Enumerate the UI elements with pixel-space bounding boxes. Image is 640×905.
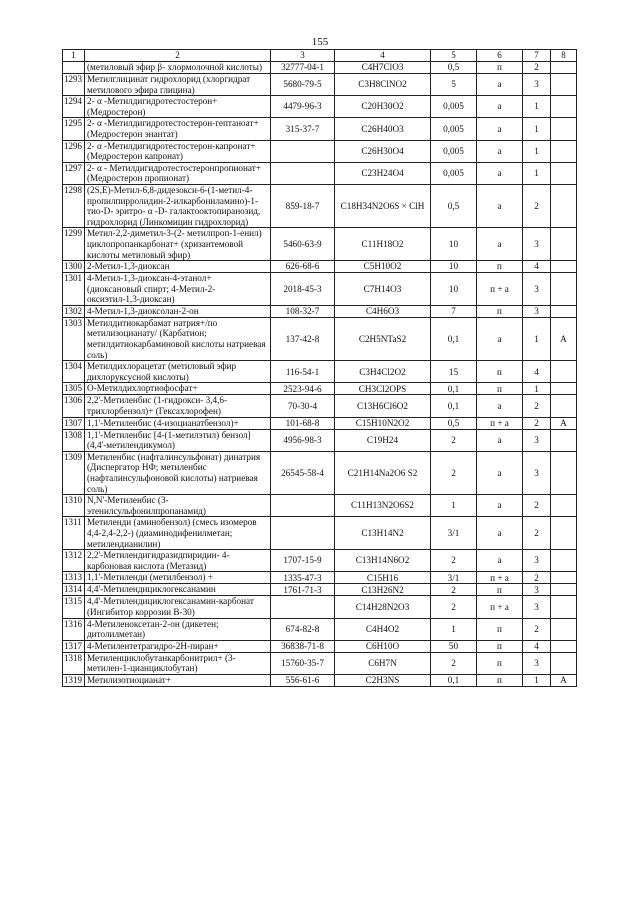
- note-mark: [551, 228, 577, 261]
- cas-number: 15760-35-7: [271, 652, 335, 674]
- row-number: 1319: [63, 674, 85, 686]
- hazard-class: 2: [523, 62, 551, 74]
- chemical-formula: C14H28N2O3: [335, 596, 431, 618]
- table-row: [63, 572, 577, 584]
- note-mark: [551, 429, 577, 451]
- aggregate-state: а: [477, 429, 523, 451]
- cas-number: 4479-96-3: [271, 96, 335, 118]
- note-mark: [551, 118, 577, 140]
- aggregate-state: п: [477, 640, 523, 652]
- note-mark: [551, 584, 577, 596]
- table-row: [63, 584, 577, 596]
- row-number: 1304: [63, 361, 85, 383]
- aggregate-state: п: [477, 261, 523, 273]
- table-row: [63, 395, 577, 417]
- chemical-formula: C3H4Cl2O2: [335, 361, 431, 383]
- cas-number: 101-68-8: [271, 417, 335, 429]
- note-mark: А: [551, 674, 577, 686]
- aggregate-state: а: [477, 184, 523, 227]
- hazard-class: 2: [523, 395, 551, 417]
- hazard-class: 3: [523, 228, 551, 261]
- aggregate-state: а: [477, 96, 523, 118]
- cas-number: 116-54-1: [271, 361, 335, 383]
- substance-name: 4,4'-Метилендициклогексанамин: [85, 584, 271, 596]
- row-number: 1296: [63, 140, 85, 162]
- hazard-class: 2: [523, 184, 551, 227]
- table-row: [63, 261, 577, 273]
- substance-name: Метилизотиоцианат+: [85, 674, 271, 686]
- substance-name: 1,1'-Метиленди (метилбензол) +: [85, 572, 271, 584]
- limit-value: 10: [431, 273, 477, 306]
- chemical-formula: C13H14N6O2: [335, 550, 431, 572]
- row-number: 1308: [63, 429, 85, 451]
- row-number: 1301: [63, 273, 85, 306]
- table-row: [63, 96, 577, 118]
- table-row: [63, 517, 577, 550]
- limit-value: 3/1: [431, 517, 477, 550]
- row-number: 1317: [63, 640, 85, 652]
- limit-value: 0,5: [431, 62, 477, 74]
- table-row: [63, 495, 577, 517]
- aggregate-state: п: [477, 305, 523, 317]
- substance-name: 2-Метил-1,3-диоксан: [85, 261, 271, 273]
- cas-number: 2018-45-3: [271, 273, 335, 306]
- note-mark: [551, 305, 577, 317]
- hazard-class: 1: [523, 383, 551, 395]
- chemical-formula: CH3Cl2OPS: [335, 383, 431, 395]
- column-header: 3: [271, 50, 335, 62]
- row-number: 1293: [63, 74, 85, 96]
- cas-number: 36838-71-8: [271, 640, 335, 652]
- table-row: [63, 383, 577, 395]
- substance-name: 4-Метил-1,3-диоксолан-2-он: [85, 305, 271, 317]
- aggregate-state: а: [477, 451, 523, 494]
- substance-name: 4-Метилентетрагидро-2Н-пиран+: [85, 640, 271, 652]
- chemical-formula: C21H14Na2O6 S2: [335, 451, 431, 494]
- column-header: 6: [477, 50, 523, 62]
- note-mark: [551, 96, 577, 118]
- limit-value: 0,5: [431, 184, 477, 227]
- substance-name: 2,2'-Метиленбис (1-гидрокси- 3,4,6-трихлорбензол)+ (Гексахлорофен): [85, 395, 271, 417]
- row-number: 1312: [63, 550, 85, 572]
- hazard-class: 3: [523, 74, 551, 96]
- hazard-class: 3: [523, 273, 551, 306]
- table-row: [63, 273, 577, 306]
- aggregate-state: а: [477, 317, 523, 360]
- limit-value: 2: [431, 550, 477, 572]
- aggregate-state: а: [477, 228, 523, 261]
- limit-value: 5: [431, 74, 477, 96]
- cas-number: 137-42-8: [271, 317, 335, 360]
- column-header: 7: [523, 50, 551, 62]
- table-row: [63, 228, 577, 261]
- note-mark: А: [551, 317, 577, 360]
- cas-number: 315-37-7: [271, 118, 335, 140]
- substance-name: N,N'-Метиленбис (3-этенилсульфонилпропанамид): [85, 495, 271, 517]
- note-mark: [551, 596, 577, 618]
- row-number: 1310: [63, 495, 85, 517]
- aggregate-state: п: [477, 652, 523, 674]
- table-row: [63, 451, 577, 494]
- cas-number: 5680-79-5: [271, 74, 335, 96]
- cas-number: 859-18-7: [271, 184, 335, 227]
- aggregate-state: а: [477, 550, 523, 572]
- limit-value: 0,1: [431, 674, 477, 686]
- cas-number: 2523-94-6: [271, 383, 335, 395]
- substance-name: (метиловый эфир β- хлормолочной кислоты): [85, 62, 271, 74]
- chemical-formula: C13H26N2: [335, 584, 431, 596]
- table-row: [63, 417, 577, 429]
- table-row: [63, 140, 577, 162]
- substance-name: Метилглицинат гидрохлорид (хлоргидрат метилового эфира глицина): [85, 74, 271, 96]
- chemical-formula: C20H30O2: [335, 96, 431, 118]
- aggregate-state: п + а: [477, 273, 523, 306]
- chemical-formula: C26H30O4: [335, 140, 431, 162]
- table-row: [63, 305, 577, 317]
- aggregate-state: п: [477, 361, 523, 383]
- aggregate-state: а: [477, 74, 523, 96]
- table-row: [63, 162, 577, 184]
- cas-number: 1707-15-9: [271, 550, 335, 572]
- substance-name: Метил-2,2-диметил-3-(2- метилпроп-1-енил) циклопропанкарбонат+ (хризантемовой кислоты метиловый эфир): [85, 228, 271, 261]
- substances-table: [62, 49, 577, 687]
- table-row: [63, 184, 577, 227]
- substance-name: 2- α -Метилдигидротестостерон+ (Медростерон): [85, 96, 271, 118]
- chemical-formula: C2H3NS: [335, 674, 431, 686]
- cas-number: 32777-04-1: [271, 62, 335, 74]
- limit-value: 0,1: [431, 383, 477, 395]
- row-number: 1315: [63, 596, 85, 618]
- aggregate-state: п + а: [477, 417, 523, 429]
- table-row: [63, 550, 577, 572]
- note-mark: [551, 383, 577, 395]
- aggregate-state: п: [477, 383, 523, 395]
- chemical-formula: C23H24O4: [335, 162, 431, 184]
- column-header: 4: [335, 50, 431, 62]
- aggregate-state: а: [477, 517, 523, 550]
- aggregate-state: п: [477, 62, 523, 74]
- limit-value: 3/1: [431, 572, 477, 584]
- hazard-class: 3: [523, 451, 551, 494]
- limit-value: 2: [431, 596, 477, 618]
- row-number: 1297: [63, 162, 85, 184]
- chemical-formula: C7H14O3: [335, 273, 431, 306]
- aggregate-state: а: [477, 118, 523, 140]
- substance-name: Метиленциклобутанкарбонитрил+ (3-метилен-1-цианциклобутан): [85, 652, 271, 674]
- note-mark: [551, 572, 577, 584]
- note-mark: [551, 273, 577, 306]
- note-mark: А: [551, 417, 577, 429]
- chemical-formula: C3H8ClNO2: [335, 74, 431, 96]
- hazard-class: 3: [523, 652, 551, 674]
- chemical-formula: C19H24: [335, 429, 431, 451]
- page-number: 155: [311, 36, 329, 48]
- chemical-formula: C5H10O2: [335, 261, 431, 273]
- hazard-class: 1: [523, 674, 551, 686]
- hazard-class: 2: [523, 495, 551, 517]
- hazard-class: 1: [523, 317, 551, 360]
- chemical-formula: C13H14N2: [335, 517, 431, 550]
- hazard-class: 2: [523, 517, 551, 550]
- note-mark: [551, 261, 577, 273]
- column-header: 5: [431, 50, 477, 62]
- column-header: 8: [551, 50, 577, 62]
- chemical-formula: C15H10N2O2: [335, 417, 431, 429]
- hazard-class: 3: [523, 584, 551, 596]
- hazard-class: 2: [523, 417, 551, 429]
- chemical-formula: C13H6Cl6O2: [335, 395, 431, 417]
- aggregate-state: п + а: [477, 572, 523, 584]
- chemical-formula: C6H7N: [335, 652, 431, 674]
- chemical-formula: C4H7ClO3: [335, 62, 431, 74]
- row-number: 1311: [63, 517, 85, 550]
- note-mark: [551, 618, 577, 640]
- table-row: [63, 674, 577, 686]
- note-mark: [551, 652, 577, 674]
- aggregate-state: п: [477, 584, 523, 596]
- cas-number: 556-61-6: [271, 674, 335, 686]
- limit-value: 2: [431, 652, 477, 674]
- row-number: [63, 62, 85, 74]
- limit-value: 2: [431, 429, 477, 451]
- row-number: 1300: [63, 261, 85, 273]
- table-row: [63, 652, 577, 674]
- note-mark: [551, 451, 577, 494]
- aggregate-state: а: [477, 495, 523, 517]
- aggregate-state: п + а: [477, 596, 523, 618]
- substance-name: Метилдитиокарбамат натрия+/по метилизоцианату/ (Карбатион; метилдитиокарбаминовой кислоты натриевая соль): [85, 317, 271, 360]
- row-number: 1318: [63, 652, 85, 674]
- limit-value: 0,005: [431, 162, 477, 184]
- table-row: [63, 429, 577, 451]
- table-row: [63, 74, 577, 96]
- cas-number: [271, 162, 335, 184]
- hazard-class: 1: [523, 96, 551, 118]
- hazard-class: 3: [523, 429, 551, 451]
- table-row: [63, 596, 577, 618]
- note-mark: [551, 74, 577, 96]
- limit-value: 50: [431, 640, 477, 652]
- hazard-class: 3: [523, 596, 551, 618]
- cas-number: 70-30-4: [271, 395, 335, 417]
- hazard-class: 2: [523, 618, 551, 640]
- note-mark: [551, 550, 577, 572]
- cas-number: [271, 140, 335, 162]
- limit-value: 10: [431, 228, 477, 261]
- row-number: 1295: [63, 118, 85, 140]
- aggregate-state: а: [477, 162, 523, 184]
- note-mark: [551, 517, 577, 550]
- hazard-class: 4: [523, 640, 551, 652]
- hazard-class: 2: [523, 572, 551, 584]
- chemical-formula: C11H13N2O6S2: [335, 495, 431, 517]
- cas-number: 1335-47-3: [271, 572, 335, 584]
- limit-value: 15: [431, 361, 477, 383]
- hazard-class: 3: [523, 305, 551, 317]
- substance-name: 2,2'-Метилендигидразидпиридин- 4-карбоновая кислота (Метазид): [85, 550, 271, 572]
- hazard-class: 1: [523, 118, 551, 140]
- note-mark: [551, 140, 577, 162]
- substance-name: 2- α - Метилдигидротестостеронпропионат+ (Медростерон пропионат): [85, 162, 271, 184]
- note-mark: [551, 162, 577, 184]
- chemical-formula: C26H40O3: [335, 118, 431, 140]
- row-number: 1306: [63, 395, 85, 417]
- table-row: [63, 317, 577, 360]
- aggregate-state: а: [477, 395, 523, 417]
- substance-name: 4-Метил-1,3-диоксан-4-этанол+ (диоксановый спирт; 4-Метил-2-оксиэтил-1,3-диоксан): [85, 273, 271, 306]
- hazard-class: 3: [523, 550, 551, 572]
- limit-value: 7: [431, 305, 477, 317]
- substance-name: Метиленди (аминобензол) (смесь изомеров 4,4-2,4-2,2-) (диаминодифенилметан; метилендианилин): [85, 517, 271, 550]
- hazard-class: 1: [523, 140, 551, 162]
- table-row: [63, 361, 577, 383]
- substance-name: Метиленбис (нафталинсульфонат) динатрия (Диспергатор НФ; метиленбис (нафталинсульфоновой кислоты) натриевая соль): [85, 451, 271, 494]
- aggregate-state: п: [477, 618, 523, 640]
- row-number: 1314: [63, 584, 85, 596]
- note-mark: [551, 361, 577, 383]
- limit-value: 0,005: [431, 96, 477, 118]
- column-header: 1: [63, 50, 85, 62]
- chemical-formula: C15H16: [335, 572, 431, 584]
- row-number: 1302: [63, 305, 85, 317]
- row-number: 1307: [63, 417, 85, 429]
- chemical-formula: C11H18O2: [335, 228, 431, 261]
- substance-name: 1,1'-Метиленбис (4-изоцианатбензол)+: [85, 417, 271, 429]
- cas-number: 108-32-7: [271, 305, 335, 317]
- chemical-formula: C6H10O: [335, 640, 431, 652]
- hazard-class: 1: [523, 162, 551, 184]
- row-number: 1309: [63, 451, 85, 494]
- row-number: 1298: [63, 184, 85, 227]
- substance-name: (2S,E)-Метил-6,8-дидезокси-6-(1-метил-4-пропилпирролидин-2-илкарбониламино)-1-тио-D- эритро- α -D- галактооктопиранозид, гидрохлорид (Линкомицин гидрохлорид): [85, 184, 271, 227]
- limit-value: 0,005: [431, 140, 477, 162]
- cas-number: [271, 495, 335, 517]
- aggregate-state: а: [477, 140, 523, 162]
- limit-value: 2: [431, 584, 477, 596]
- row-number: 1313: [63, 572, 85, 584]
- chemical-formula: C4H6O3: [335, 305, 431, 317]
- hazard-class: 4: [523, 361, 551, 383]
- cas-number: 674-82-8: [271, 618, 335, 640]
- row-number: 1294: [63, 96, 85, 118]
- header-row: [63, 50, 577, 62]
- table-row: [63, 640, 577, 652]
- limit-value: 0,005: [431, 118, 477, 140]
- chemical-formula: C2H5NTaS2: [335, 317, 431, 360]
- limit-value: 0,1: [431, 395, 477, 417]
- cas-number: 1761-71-3: [271, 584, 335, 596]
- substance-name: 1,1'-Метиленбис [4-(1-метилэтил) бензол] (4,4'-метилендикумол): [85, 429, 271, 451]
- row-number: 1316: [63, 618, 85, 640]
- column-header: 2: [85, 50, 271, 62]
- row-number: 1299: [63, 228, 85, 261]
- row-number: 1305: [63, 383, 85, 395]
- note-mark: [551, 495, 577, 517]
- substance-name: 4-Метиленоксетан-2-он (дикетен; дитолилметан): [85, 618, 271, 640]
- substance-name: 2- α -Метилдигидротестостерон-капронат+ (Медростерон капронат): [85, 140, 271, 162]
- substance-name: 4,4'-Метилендициклогексанамин-карбонат (Ингибитор коррозии В-30): [85, 596, 271, 618]
- limit-value: 1: [431, 618, 477, 640]
- cas-number: [271, 596, 335, 618]
- limit-value: 1: [431, 495, 477, 517]
- cas-number: 26545-58-4: [271, 451, 335, 494]
- table-row: [63, 618, 577, 640]
- cas-number: 4956-98-3: [271, 429, 335, 451]
- limit-value: 0,5: [431, 417, 477, 429]
- cas-number: [271, 517, 335, 550]
- substance-name: Метилдихлорацетат (метиловый эфир дихлоруксусной кислоты): [85, 361, 271, 383]
- note-mark: [551, 184, 577, 227]
- cas-number: 626-68-6: [271, 261, 335, 273]
- table-row: [63, 118, 577, 140]
- cas-number: 5460-63-9: [271, 228, 335, 261]
- note-mark: [551, 640, 577, 652]
- note-mark: [551, 62, 577, 74]
- limit-value: 2: [431, 451, 477, 494]
- note-mark: [551, 395, 577, 417]
- table-row: [63, 62, 577, 74]
- limit-value: 0,1: [431, 317, 477, 360]
- substance-name: 2- α -Метилдигидротестостерон-гептаноат+ (Медростерон энантат): [85, 118, 271, 140]
- row-number: 1303: [63, 317, 85, 360]
- chemical-formula: C18H34N2O6S × ClH: [335, 184, 431, 227]
- chemical-formula: C4H4O2: [335, 618, 431, 640]
- substance-name: О-Метилдихлортиофосфат+: [85, 383, 271, 395]
- aggregate-state: п: [477, 674, 523, 686]
- hazard-class: 4: [523, 261, 551, 273]
- limit-value: 10: [431, 261, 477, 273]
